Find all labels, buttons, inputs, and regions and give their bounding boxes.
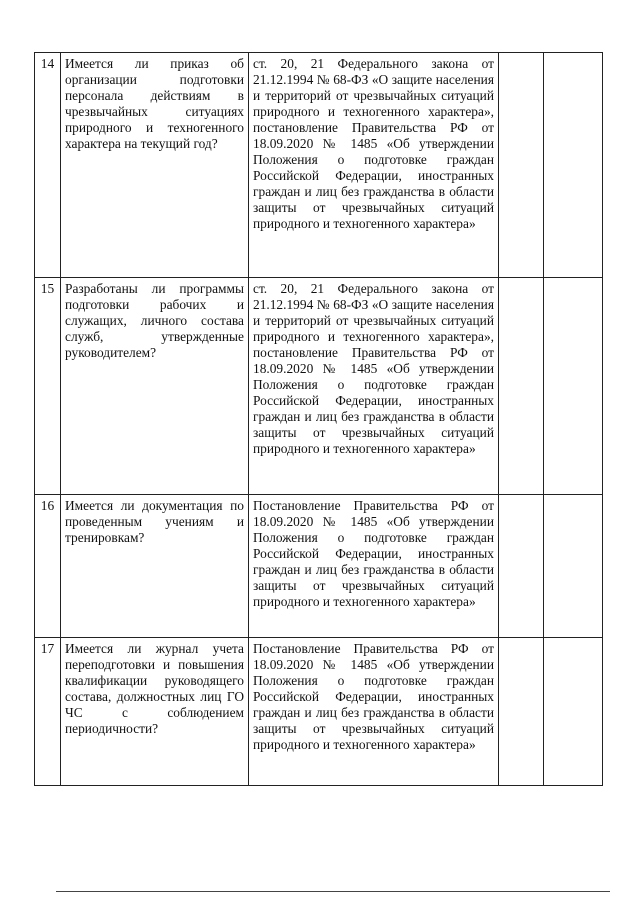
question-cell: Имеется ли журнал учета переподготовки и повышения квалификации руководящего состава, должностных лиц ГО ЧС с соблюдением периодичности? bbox=[61, 638, 249, 786]
table-row bbox=[35, 53, 603, 278]
answer-cell-yes[interactable] bbox=[499, 53, 544, 278]
answer-cell-yes[interactable] bbox=[499, 495, 544, 638]
row-number: 16 bbox=[35, 495, 61, 638]
row-number: 15 bbox=[35, 278, 61, 495]
answer-cell-yes[interactable] bbox=[499, 278, 544, 495]
table-row bbox=[35, 495, 603, 638]
question-cell: Разработаны ли программы подготовки рабочих и служащих, личного состава служб, утвержденные руководителем? bbox=[61, 278, 249, 495]
question-cell: Имеется ли документация по проведенным учениям и тренировкам? bbox=[61, 495, 249, 638]
table-row bbox=[35, 638, 603, 786]
row-number: 14 bbox=[35, 53, 61, 278]
legal-reference-cell: Постановление Правительства РФ от 18.09.2020 № 1485 «Об утверждении Положения о подготовке граждан Российской Федерации, иностранных граждан и лиц без гражданства в области защиты от чрезвычайных ситуаций природного и техногенного характера» bbox=[249, 495, 499, 638]
legal-reference-cell: Постановление Правительства РФ от 18.09.2020 № 1485 «Об утверждении Положения о подготовке граждан Российской Федерации, иностранных граждан и лиц без гражданства в области защиты от чрезвычайных ситуаций природного и техногенного характера» bbox=[249, 638, 499, 786]
answer-cell-no[interactable] bbox=[544, 638, 603, 786]
question-cell: Имеется ли приказ об организации подготовки персонала действиям в чрезвычайных ситуациях природного и техногенного характера на текущий год? bbox=[61, 53, 249, 278]
answer-cell-no[interactable] bbox=[544, 495, 603, 638]
footer-divider bbox=[56, 891, 610, 892]
table-row bbox=[35, 278, 603, 495]
legal-reference-cell: ст. 20, 21 Федерального закона от 21.12.1994 № 68-ФЗ «О защите населения и территорий от чрезвычайных ситуаций природного и техногенного характера», постановление Правительства РФ от 18.09.2020 № 1485 «Об утверждении Положения о подготовке граждан Российской Федерации, иностранных граждан и лиц без гражданства в области защиты от чрезвычайных ситуаций природного и техногенного характера» bbox=[249, 53, 499, 278]
legal-reference-cell: ст. 20, 21 Федерального закона от 21.12.1994 № 68-ФЗ «О защите населения и территорий от чрезвычайных ситуаций природного и техногенного характера», постановление Правительства РФ от 18.09.2020 № 1485 «Об утверждении Положения о подготовке граждан Российской Федерации, иностранных граждан и лиц без гражданства в области защиты от чрезвычайных ситуаций природного и техногенного характера» bbox=[249, 278, 499, 495]
answer-cell-yes[interactable] bbox=[499, 638, 544, 786]
answer-cell-no[interactable] bbox=[544, 53, 603, 278]
checklist-table bbox=[34, 52, 603, 786]
answer-cell-no[interactable] bbox=[544, 278, 603, 495]
row-number: 17 bbox=[35, 638, 61, 786]
